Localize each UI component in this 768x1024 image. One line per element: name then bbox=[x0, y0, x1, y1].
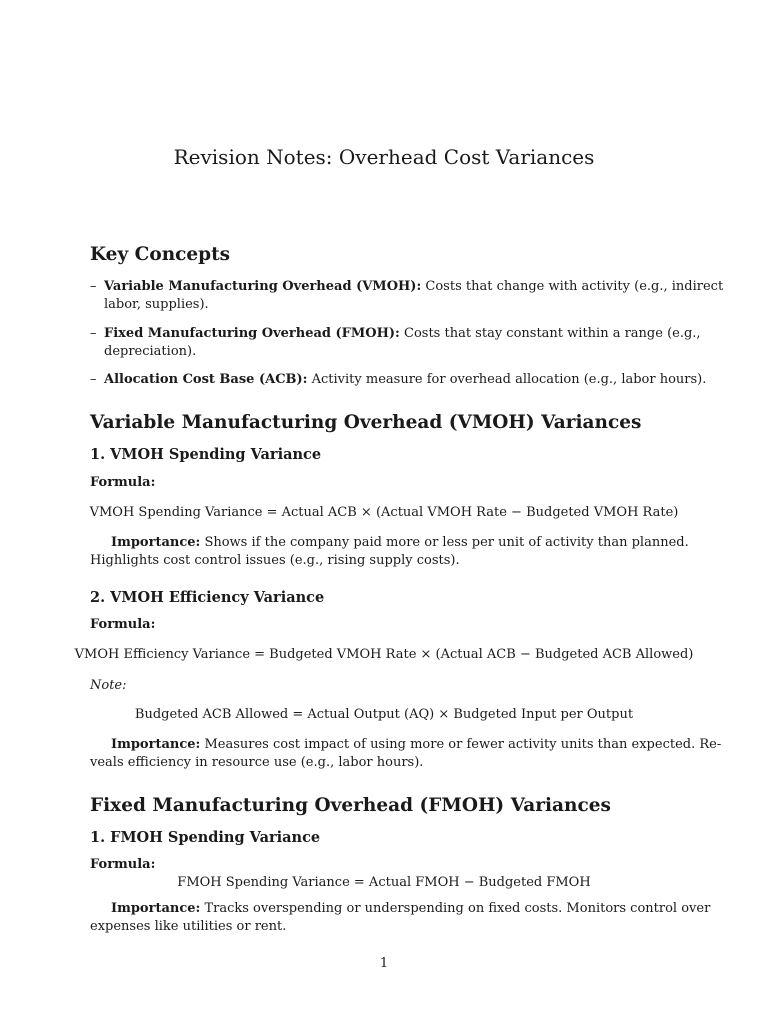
formula-label: Formula: bbox=[90, 475, 156, 490]
page-number: 1 bbox=[379, 956, 389, 971]
formula-label: Formula: bbox=[90, 857, 156, 872]
list-item bbox=[90, 371, 706, 389]
importance-line bbox=[111, 534, 689, 552]
bullet-dash: – bbox=[90, 326, 97, 341]
importance-text: Measures cost impact of using more or fewer activity units than expected. Re- bbox=[204, 737, 722, 752]
page-title: Revision Notes: Overhead Cost Variances bbox=[173, 145, 595, 169]
note-formula: Budgeted ACB Allowed = Actual Output (AQ) × Budgeted Input per Output bbox=[134, 707, 634, 722]
vmoh-efficiency-formula: VMOH Efficiency Variance = Budgeted VMOH Rate × (Actual ACB − Budgeted ACB Allowed) bbox=[74, 647, 694, 662]
importance-continuation: expenses like utilities or rent. bbox=[90, 919, 287, 934]
vmoh-spending-heading: 1. VMOH Spending Variance bbox=[90, 446, 322, 463]
importance-text: Shows if the company paid more or less per unit of activity than planned. bbox=[204, 535, 689, 550]
importance-text: Tracks overspending or underspending on fixed costs. Monitors control over bbox=[204, 901, 711, 916]
definition: Activity measure for overhead allocation (e.g., labor hours). bbox=[311, 372, 707, 387]
importance-label: Importance: bbox=[111, 901, 201, 916]
fmoh-heading: Fixed Manufacturing Overhead (FMOH) Variances bbox=[90, 795, 611, 816]
importance-label: Importance: bbox=[111, 737, 201, 752]
fmoh-spending-formula: FMOH Spending Variance = Actual FMOH − Budgeted FMOH bbox=[177, 875, 591, 890]
list-item-continuation: labor, supplies). bbox=[104, 297, 209, 312]
vmoh-efficiency-heading: 2. VMOH Efficiency Variance bbox=[90, 589, 325, 606]
bullet-dash: – bbox=[90, 372, 97, 387]
definition: Costs that stay constant within a range (e.g., bbox=[404, 326, 701, 341]
vmoh-heading: Variable Manufacturing Overhead (VMOH) Variances bbox=[90, 412, 642, 433]
key-concepts-heading: Key Concepts bbox=[90, 244, 231, 265]
list-item-continuation: depreciation). bbox=[104, 344, 197, 359]
list-item bbox=[90, 278, 723, 296]
definition: Costs that change with activity (e.g., indirect bbox=[425, 279, 724, 294]
importance-continuation: Highlights cost control issues (e.g., rising supply costs). bbox=[90, 553, 460, 568]
formula-label: Formula: bbox=[90, 617, 156, 632]
importance-label: Importance: bbox=[111, 535, 201, 550]
importance-line bbox=[111, 736, 721, 754]
bullet-dash: – bbox=[90, 279, 97, 294]
importance-continuation: veals efficiency in resource use (e.g., labor hours). bbox=[90, 755, 424, 770]
term: Allocation Cost Base (ACB): bbox=[104, 372, 308, 387]
term: Variable Manufacturing Overhead (VMOH): bbox=[104, 279, 422, 294]
term: Fixed Manufacturing Overhead (FMOH): bbox=[104, 326, 400, 341]
fmoh-spending-heading: 1. FMOH Spending Variance bbox=[90, 829, 321, 846]
importance-line bbox=[111, 900, 710, 918]
vmoh-spending-formula: VMOH Spending Variance = Actual ACB × (Actual VMOH Rate − Budgeted VMOH Rate) bbox=[89, 505, 679, 520]
note-label: Note: bbox=[90, 678, 127, 693]
list-item bbox=[90, 325, 701, 343]
